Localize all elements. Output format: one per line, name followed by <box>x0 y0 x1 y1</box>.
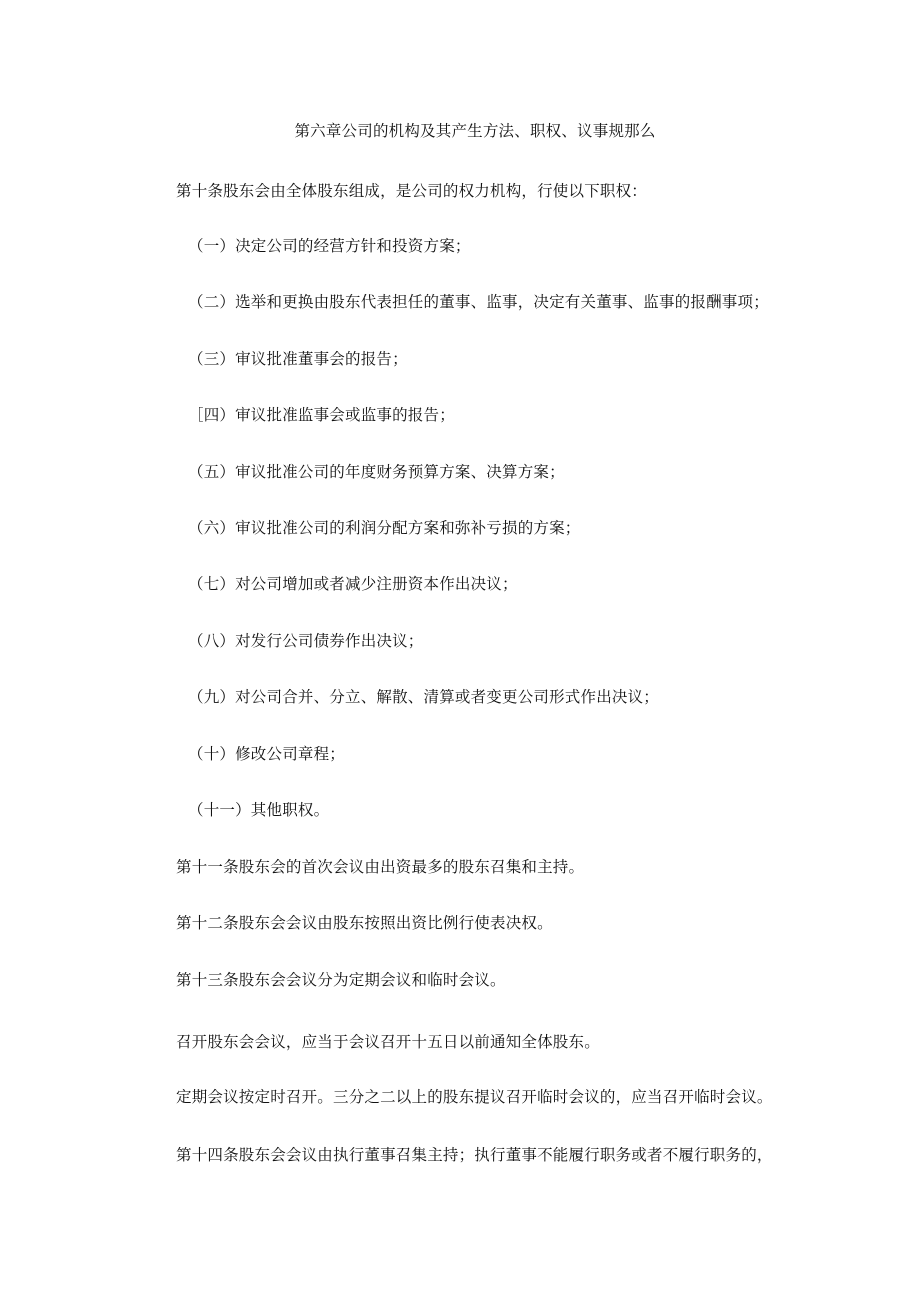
article-13: 第十三条股东会会议分为定期会议和临时会议。 <box>176 971 506 989</box>
list-item: （八）对发行公司债券作出决议； <box>188 632 424 650</box>
list-item: （十）修改公司章程； <box>188 745 346 763</box>
list-item: （五）审议批准公司的年度财务预算方案、决算方案； <box>188 463 565 481</box>
list-item: ［四）审议批准监事会或监事的报告； <box>188 406 455 424</box>
list-item: （三）审议批准董事会的报告； <box>188 350 408 368</box>
list-item: （二）选举和更换由股东代表担任的董事、监事，决定有关董事、监事的报酬事项； <box>188 293 769 311</box>
article-12: 第十二条股东会会议由股东按照出资比例行使表决权。 <box>176 914 553 932</box>
list-item: （十一）其他职权。 <box>188 801 330 819</box>
list-item: （一）决定公司的经营方针和投资方案； <box>188 237 471 255</box>
chapter-title: 第六章公司的机构及其产生方法、职权、议事规那么 <box>294 122 656 140</box>
list-item: （六）审议批准公司的利润分配方案和弥补亏损的方案； <box>188 519 581 537</box>
meeting-notice: 召开股东会会议，应当于会议召开十五日以前通知全体股东。 <box>176 1033 600 1051</box>
article-10: 第十条股东会由全体股东组成，是公司的权力机构，行使以下职权： <box>176 182 648 200</box>
list-item: （九）对公司合并、分立、解散、清算或者变更公司形式作出决议； <box>188 688 660 706</box>
list-item: （七）对公司增加或者减少注册资本作出决议； <box>188 575 518 593</box>
article-14: 第十四条股东会会议由执行董事召集主持；执行董事不能履行职务或者不履行职务的， <box>176 1146 773 1164</box>
regular-meeting: 定期会议按定时召开。三分之二以上的股东提议召开临时会议的，应当召开临时会议。 <box>176 1088 773 1106</box>
article-11: 第十一条股东会的首次会议由出资最多的股东召集和主持。 <box>176 858 585 876</box>
